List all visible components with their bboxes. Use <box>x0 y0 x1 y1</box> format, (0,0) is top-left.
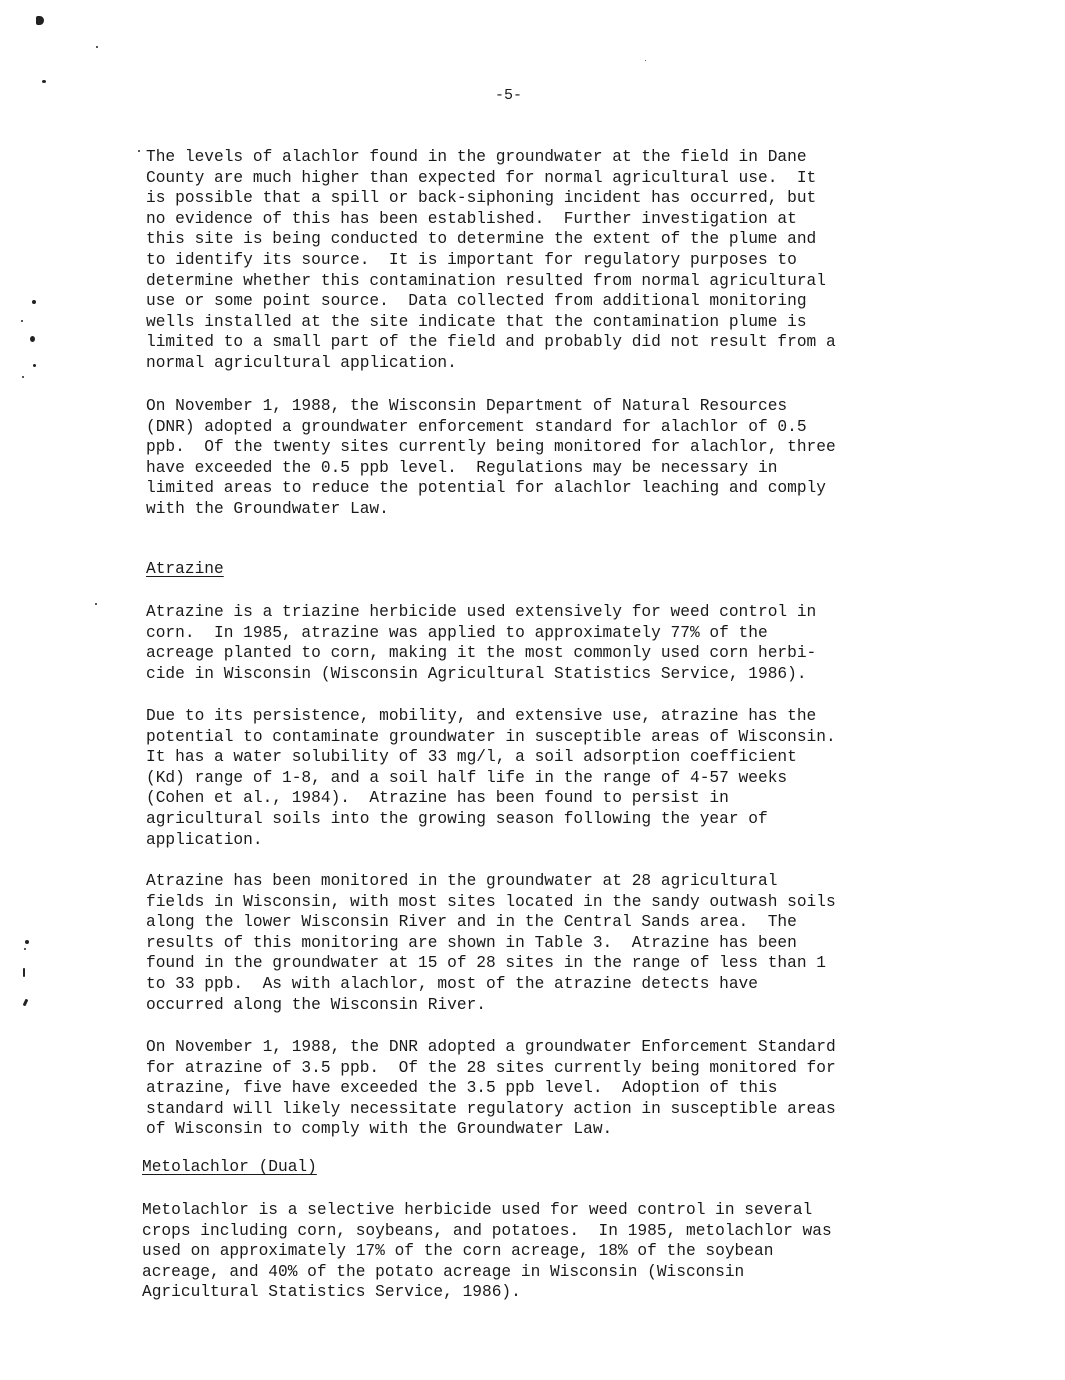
scan-speck <box>23 968 25 977</box>
paragraph-alachlor-dane-county: The levels of alachlor found in the groundwater at the field in Dane County are much higher than expected for normal agricultural use. It is possible that a spill or back-siphoning incident has occurred, but no evidence of this has been established. Further investigation at this site is being conducted to determine the extent of the plume and to identify its source. It is important for regulatory purposes to determine whether this contamination resulted from normal agricultural use or some point source. Data collected from additional monitoring wells installed at the site indicate that the contamination plume is limited to a small part of the field and probably did not result from a normal agricultural application. <box>146 148 836 372</box>
scan-speck <box>25 940 29 944</box>
scan-speck <box>32 300 36 304</box>
section-heading-atrazine: Atrazine <box>146 560 224 578</box>
scan-speck <box>30 336 35 342</box>
paragraph-alachlor-standard: On November 1, 1988, the Wisconsin Department of Natural Resources (DNR) adopted a groundwater enforcement standard for alachlor of 0.5 ppb. Of the twenty sites currently being monitored for alachlor, three have exceeded the 0.5 ppb level. Regulations may be necessary in limited areas to reduce the potential for alachlor leaching and comply with the Groundwater Law. <box>146 397 836 518</box>
scan-speck <box>138 150 140 152</box>
paragraph-atrazine-intro: Atrazine is a triazine herbicide used extensively for weed control in corn. In 1985, atrazine was applied to approximately 77% of the acreage planted to corn, making it the most commonly used corn herbi- cide in Wisconsin (Wisconsin Agricultural Statistics Service, 1986). <box>146 603 817 683</box>
scan-speck <box>36 16 44 25</box>
paragraph-atrazine-persistence: Due to its persistence, mobility, and extensive use, atrazine has the potential to contaminate groundwater in susceptible areas of Wisconsin. It has a water solubility of 33 mg/l, a soil adsorption coefficient (Kd) range of 1-8, and a soil half life in the range of 4-57 weeks (Cohen et al., 1984). Atrazine has been found to persist in agricultural soils into the growing season following the year of application. <box>146 707 836 849</box>
scan-speck <box>21 320 23 322</box>
paragraph-metolachlor-intro: Metolachlor is a selective herbicide used for weed control in several crops including corn, soybeans, and potatoes. In 1985, metolachlor was used on approximately 17% of the corn acreage, 18% of the soybean acreage, and 40% of the potato acreage in Wisconsin (Wisconsin Agricultural Statistics Service, 1986). <box>142 1201 832 1302</box>
scan-speck <box>96 46 98 48</box>
scan-speck <box>33 364 36 367</box>
scan-speck <box>22 376 24 378</box>
scan-speck <box>42 80 46 83</box>
scan-speck <box>23 999 29 1007</box>
scan-speck <box>95 603 97 605</box>
section-heading-metolachlor: Metolachlor (Dual) <box>142 1158 317 1176</box>
page-number: -5- <box>495 87 523 104</box>
scan-speck <box>24 948 26 950</box>
scan-speck <box>645 60 646 61</box>
paragraph-atrazine-standard: On November 1, 1988, the DNR adopted a groundwater Enforcement Standard for atrazine of 3.5 ppb. Of the 28 sites currently being monitored for atrazine, five have exceeded the 3.5 ppb level. Adoption of this standard will likely necessitate regulatory action in susceptible areas of Wisconsin to comply with the Groundwater Law. <box>146 1038 836 1139</box>
paragraph-atrazine-monitoring: Atrazine has been monitored in the groundwater at 28 agricultural fields in Wisconsin, with most sites located in the sandy outwash soils along the lower Wisconsin River and in the Central Sands area. The results of this monitoring are shown in Table 3. Atrazine has been found in the groundwater at 15 of 28 sites in the range of less than 1 to 33 ppb. As with alachlor, most of the atrazine detects have occurred along the Wisconsin River. <box>146 872 836 1014</box>
